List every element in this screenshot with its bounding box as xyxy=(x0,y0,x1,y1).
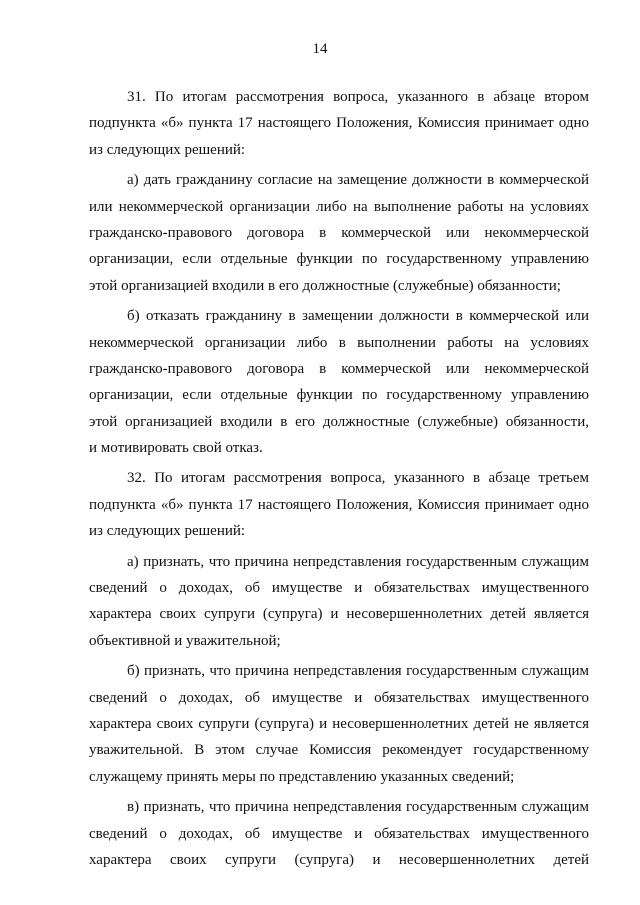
text-line: 32. По итогам рассмотрения вопроса, указанного в абзаце третьем xyxy=(127,470,589,487)
text-line: организации, если отдельные функции по государственному управлению xyxy=(89,387,589,404)
paragraph xyxy=(89,167,589,299)
text-line: уважительной. В этом случае Комиссия рекомендует государственному xyxy=(89,742,589,759)
text-line: организации, если отдельные функции по государственному управлению xyxy=(89,251,589,268)
text-line: и мотивировать свой отказ. xyxy=(89,440,263,457)
text-line: 31. По итогам рассмотрения вопроса, указанного в абзаце втором xyxy=(127,89,589,105)
text-line: характера своих супруги (супруга) и несовершеннолетних детей является xyxy=(89,606,589,623)
text-line: гражданско-правового договора в коммерческой или некоммерческой xyxy=(89,224,589,241)
text-line: подпункта «б» пункта 17 настоящего Положения, Комиссия принимает одно xyxy=(89,496,589,513)
text-line: сведений о доходах, об имуществе и обязательствах имущественного xyxy=(89,689,589,706)
paragraph xyxy=(89,794,589,873)
page-number: 14 xyxy=(312,41,328,57)
text-line: из следующих решений: xyxy=(89,523,246,540)
paragraph xyxy=(89,658,589,790)
text-line: характера своих супруги (супруга) и несовершеннолетних детей не является xyxy=(89,715,589,732)
text-line: а) признать, что причина непредставления государственным служащим xyxy=(127,553,589,570)
text-line: б) отказать гражданину в замещении должности в коммерческой или xyxy=(127,308,589,325)
text-line: из следующих решений: xyxy=(89,141,246,158)
paragraph xyxy=(89,84,589,163)
text-line: а) дать гражданину согласие на замещение должности в коммерческой xyxy=(127,172,589,189)
text-line: или некоммерческой организации либо на выполнение работы на условиях xyxy=(89,198,589,215)
text-line: этой организацией входили в его должностные (служебные) обязанности; xyxy=(89,277,561,294)
text-line: объективной и уважительной; xyxy=(89,632,281,649)
document-body xyxy=(89,84,589,877)
text-line: служащему принять меры по представлению указанных сведений; xyxy=(89,768,515,785)
text-line: подпункта «б» пункта 17 настоящего Положения, Комиссия принимает одно xyxy=(89,115,589,132)
text-line: в) признать, что причина непредставления государственным служащим xyxy=(127,799,589,816)
text-line: некоммерческой организации либо в выполнении работы на условиях xyxy=(89,334,589,351)
text-line: гражданско-правового договора в коммерческой или некоммерческой xyxy=(89,360,589,377)
paragraph xyxy=(89,465,589,544)
text-line: этой организацией входили в его должностные (служебные) обязанности, xyxy=(89,413,589,430)
text-line: сведений о доходах, об имуществе и обязательствах имущественного xyxy=(89,580,589,597)
paragraph xyxy=(89,303,589,461)
text-line: б) признать, что причина непредставления государственным служащим xyxy=(127,663,589,680)
text-line: сведений о доходах, об имуществе и обязательствах имущественного xyxy=(89,825,589,842)
paragraph xyxy=(89,549,589,655)
text-line: характера своих супруги (супруга) и несовершеннолетних детей xyxy=(89,851,589,868)
